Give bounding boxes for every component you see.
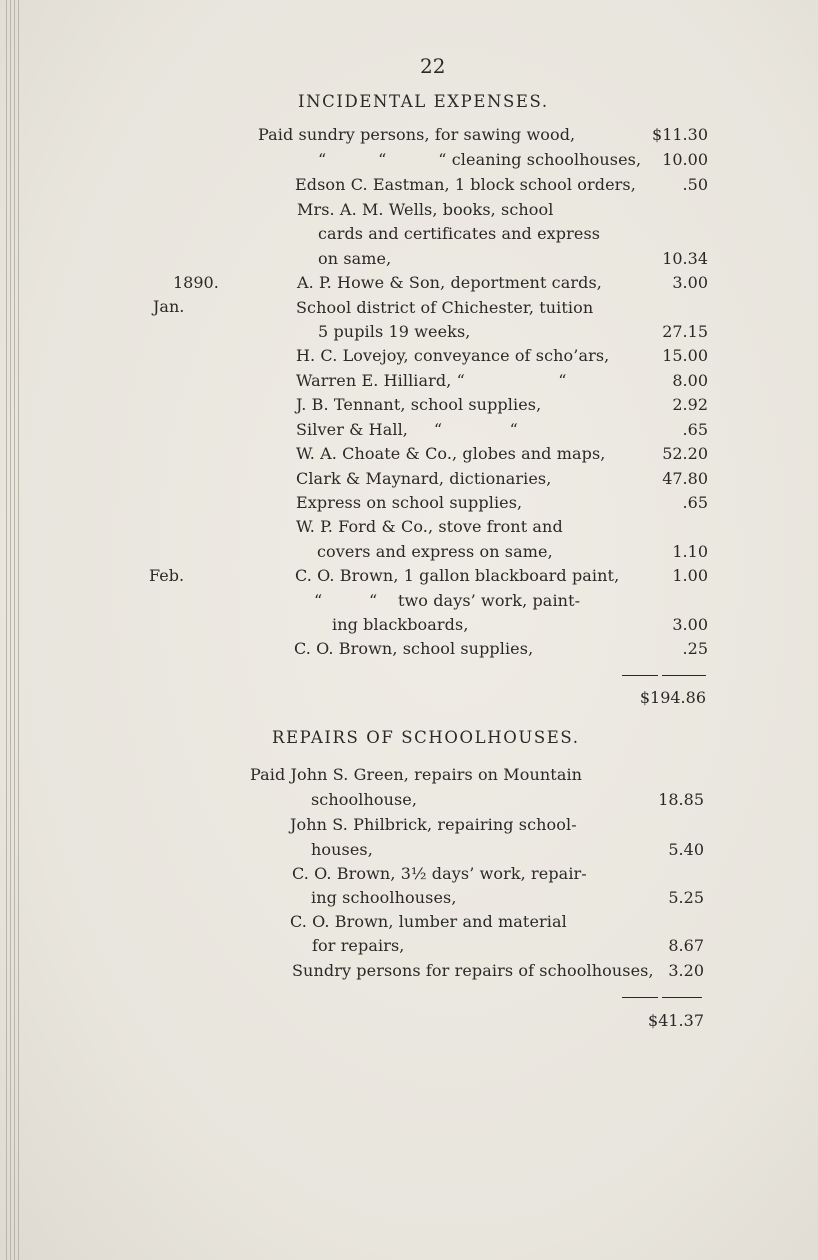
- page-edge-line: [10, 0, 11, 1260]
- page-number: 22: [420, 54, 446, 78]
- entry-line: C. O. Brown, 1 gallon blackboard paint,: [295, 566, 620, 585]
- amount: 52.20: [662, 444, 708, 463]
- amount: 3.20: [668, 961, 704, 980]
- entry-line: “ “ two days’ work, paint-: [314, 591, 581, 610]
- entry-line: “ “ “ cleaning schoolhouses,: [318, 150, 642, 169]
- amount: 3.00: [672, 615, 708, 634]
- entry-line: for repairs,: [312, 936, 405, 955]
- entry-line: C. O. Brown, lumber and material: [290, 912, 567, 931]
- margin-year: 1890.: [173, 273, 219, 292]
- entry-line: Silver & Hall, “ “: [296, 420, 518, 439]
- entry-line: Mrs. A. M. Wells, books, school: [297, 200, 554, 219]
- entry-line: W. P. Ford & Co., stove front and: [296, 517, 563, 536]
- page-edge-line: [6, 0, 7, 1260]
- section-heading-incidental: INCIDENTAL EXPENSES.: [298, 92, 549, 111]
- entry-line: schoolhouse,: [311, 790, 418, 809]
- amount: 5.25: [668, 888, 704, 907]
- amount: 15.00: [662, 346, 708, 365]
- entry-line: houses,: [311, 840, 373, 859]
- amount: 18.85: [658, 790, 704, 809]
- entry-line: on same,: [318, 249, 392, 268]
- entry-line: John S. Philbrick, repairing school-: [290, 815, 577, 834]
- page-edge-line: [14, 0, 15, 1260]
- entry-line: C. O. Brown, 3½ days’ work, repair-: [292, 864, 587, 883]
- amount: .65: [682, 420, 708, 439]
- section-total: $41.37: [648, 1011, 704, 1030]
- total-rule: [662, 997, 702, 998]
- margin-month-jan: Jan.: [153, 297, 185, 316]
- entry-line: C. O. Brown, school supplies,: [294, 639, 534, 658]
- entry-line: Clark & Maynard, dictionaries,: [296, 469, 552, 488]
- amount: 3.00: [672, 273, 708, 292]
- entry-line: J. B. Tennant, school supplies,: [296, 395, 542, 414]
- entry-line: covers and express on same,: [317, 542, 553, 561]
- total-rule: [622, 997, 658, 998]
- total-rule: [662, 675, 706, 676]
- amount: 8.00: [672, 371, 708, 390]
- total-rule: [622, 675, 658, 676]
- amount: 1.00: [672, 566, 708, 585]
- entry-line: Paid sundry persons, for sawing wood,: [258, 125, 576, 144]
- entry-line: Express on school supplies,: [296, 493, 523, 512]
- page-edge-line: [18, 0, 19, 1260]
- entry-line: Sundry persons for repairs of schoolhouses,: [292, 961, 654, 980]
- margin-month-feb: Feb.: [149, 566, 185, 585]
- entry-line: School district of Chichester, tuition: [296, 298, 594, 317]
- amount: .50: [682, 175, 708, 194]
- entry-line: W. A. Choate & Co., globes and maps,: [296, 444, 606, 463]
- section-heading-repairs: REPAIRS OF SCHOOLHOUSES.: [272, 728, 580, 747]
- amount: 2.92: [672, 395, 708, 414]
- amount: 10.00: [662, 150, 708, 169]
- amount: 10.34: [662, 249, 708, 268]
- amount: $11.30: [652, 125, 708, 144]
- entry-line: ing blackboards,: [332, 615, 469, 634]
- amount: 47.80: [662, 469, 708, 488]
- entry-line: cards and certificates and express: [318, 224, 601, 243]
- entry-line: Paid John S. Green, repairs on Mountain: [250, 765, 583, 784]
- entry-line: Warren E. Hilliard, “ “: [296, 371, 567, 390]
- section-total: $194.86: [639, 688, 706, 707]
- amount: .25: [682, 639, 708, 658]
- amount: 8.67: [668, 936, 704, 955]
- entry-line: H. C. Lovejoy, conveyance of scho’ars,: [296, 346, 610, 365]
- entry-line: Edson C. Eastman, 1 block school orders,: [295, 175, 636, 194]
- entry-line: ing schoolhouses,: [311, 888, 457, 907]
- amount: .65: [682, 493, 708, 512]
- entry-line: 5 pupils 19 weeks,: [318, 322, 471, 341]
- amount: 1.10: [672, 542, 708, 561]
- amount: 5.40: [668, 840, 704, 859]
- amount: 27.15: [662, 322, 708, 341]
- entry-line: A. P. Howe & Son, deportment cards,: [297, 273, 602, 292]
